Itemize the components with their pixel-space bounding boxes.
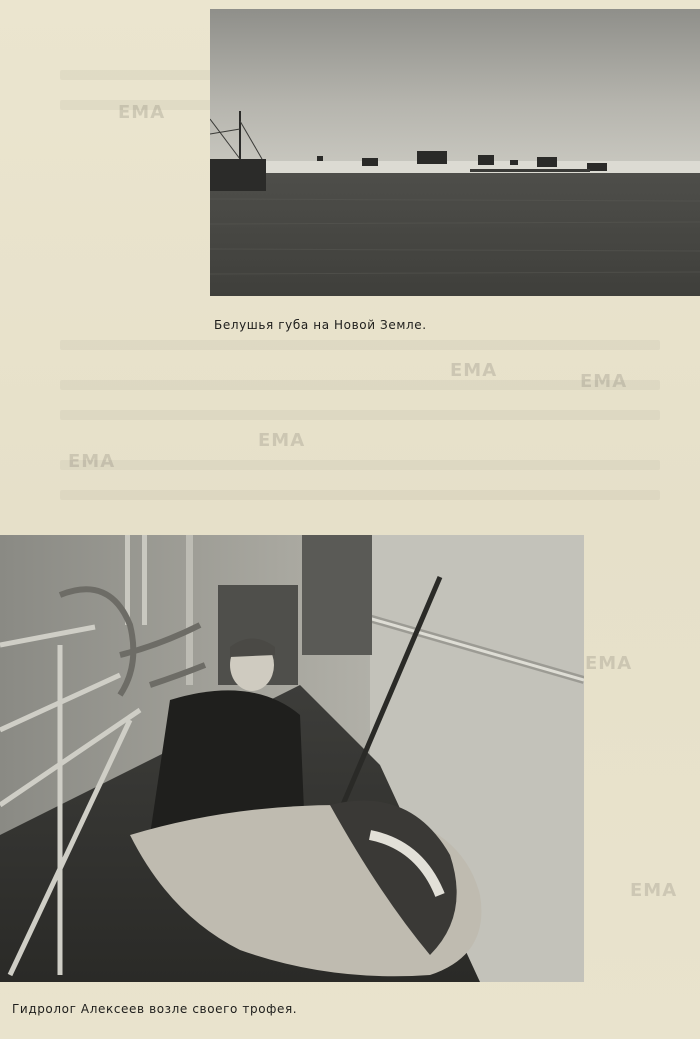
watermark: EMA	[580, 371, 628, 392]
trophy-photo-image	[0, 535, 584, 982]
trophy-photo	[0, 535, 584, 982]
watermark: EMA	[450, 360, 498, 381]
watermark: EMA	[630, 880, 678, 901]
trophy-photo-caption: Гидролог Алексеев возле своего трофея.	[12, 1002, 298, 1016]
bleed-through-line	[60, 340, 660, 350]
watermark: EMA	[68, 451, 116, 472]
watermark: EMA	[258, 430, 306, 451]
bleed-through-line	[60, 460, 660, 470]
harbor-photo	[210, 9, 700, 296]
bleed-through-line	[60, 410, 660, 420]
bleed-through-line	[60, 490, 660, 500]
harbor-photo-image	[210, 9, 700, 296]
watermark: EMA	[118, 102, 166, 123]
bleed-through-line	[60, 380, 660, 390]
watermark: EMA	[585, 653, 633, 674]
harbor-photo-caption: Белушья губа на Новой Земле.	[214, 318, 427, 332]
